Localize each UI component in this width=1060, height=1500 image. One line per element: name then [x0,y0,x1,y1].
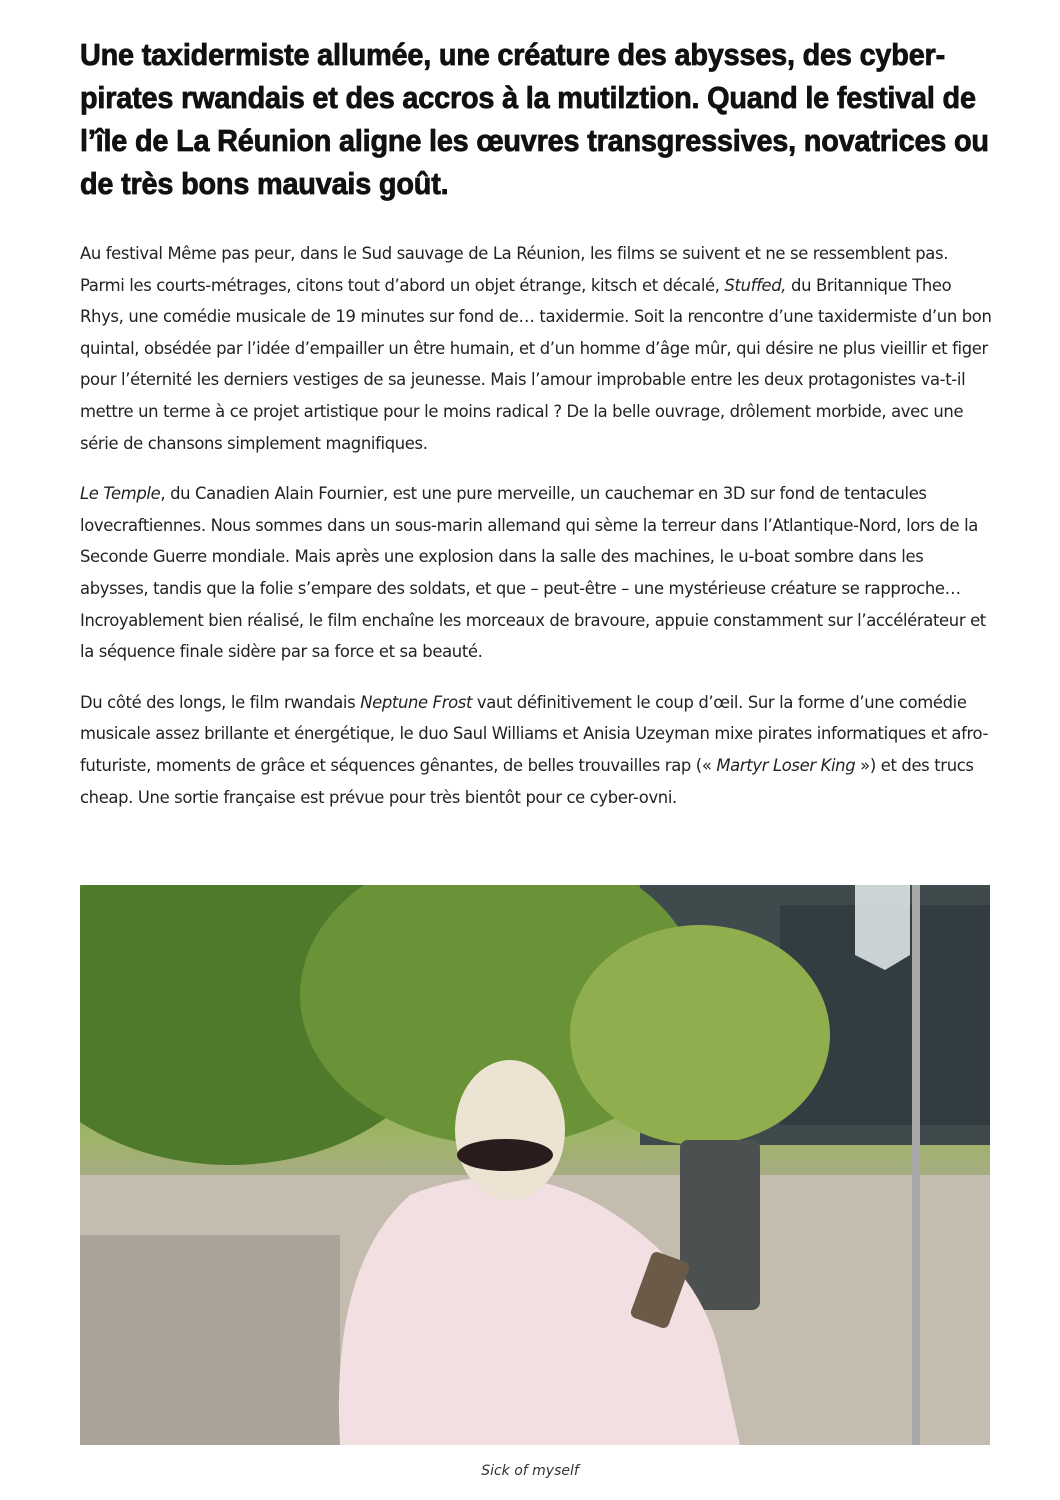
concrete-bench [80,1235,340,1445]
iv-bag [855,885,910,970]
paragraph-le-temple [80,478,995,668]
film-title: Stuffed, [724,275,787,295]
trash-bin [680,1140,760,1310]
text: , du Canadien Alain Fournier, est une pure merveille, un cauchemar en 3D sur fond de tentacules lovecraftiennes. Nous sommes dans un sous-marin allemand qui sème la terreur dans l’Atlantique-Nord, lors de la Seconde Guerre mondiale. Mais après une explosion dans la salle des machines, le u-boat sombre dans les abysses, tandis que la folie s’empare des soldats, et que – peut-être – une mystérieuse créature se rapproche… Incroyablement bien réalisé, le film enchaîne les morceaux de bravoure, appuie constamment sur l’accélérateur et la séquence finale sidère par sa force et sa beauté. [80,484,986,662]
sunglasses [457,1139,553,1171]
bandaged-head [455,1060,565,1200]
text: Du côté des longs, le film rwandais [80,692,361,712]
text: du Britannique Theo Rhys, une comédie musicale de 19 minutes sur fond de… taxidermie. Soit la rencontre d’une taxidermiste d’un bon quintal, obsédée par l’idée d’empailler un être humain, et d’un homme d’âge mûr, qui désire ne plus vieillir et figer pour l’éternité les derniers vestiges de sa jeunesse. Mais l’amour improbable entre les deux protagonistes va-t-il mettre un terme à ce projet artistique pour le moins radical ? De la belle ouvrage, drôlement morbide, avec une série de chansons simplement magnifiques. [80,275,992,453]
song-title: Martyr Loser King [716,755,856,775]
film-title: Le Temple [80,484,161,504]
article-body [80,238,995,832]
article-photo [80,885,990,1445]
film-title: Neptune Frost [360,692,473,712]
text: vaut définitivement le coup d’œil. Sur la forme d’une comédie musicale assez brillante et énergétique, le duo Saul Williams et Anisia Uzeyman mixe pirates informatiques et afro-futuriste, moments de grâce et séquences gênantes, de belles trouvailles rap (« [80,692,989,775]
article-headline: Une taxidermiste allumée, une créature des abysses, des cyber-pirates rwandais et des accros à la mutilztion. Quand le festival de l’île de La Réunion aligne les œuvres transgressives, novatrices ou de très bons mauvais goût. [80,37,989,201]
photo-illustration [80,885,990,1445]
text: ») et des trucs cheap. Une sortie française est prévue pour très bientôt pour ce cyber-ovni. [80,755,974,807]
iv-pole [912,885,920,1445]
paragraph-stuffed [80,238,995,459]
paragraph-neptune-frost [80,687,995,813]
photo-caption: Sick of myself [481,1463,579,1479]
text: Au festival Même pas peur, dans le Sud sauvage de La Réunion, les films se suivent et ne se ressemblent pas. Parmi les courts-métrages, citons tout d’abord un objet étrange, kitsch et décalé, [80,244,949,295]
